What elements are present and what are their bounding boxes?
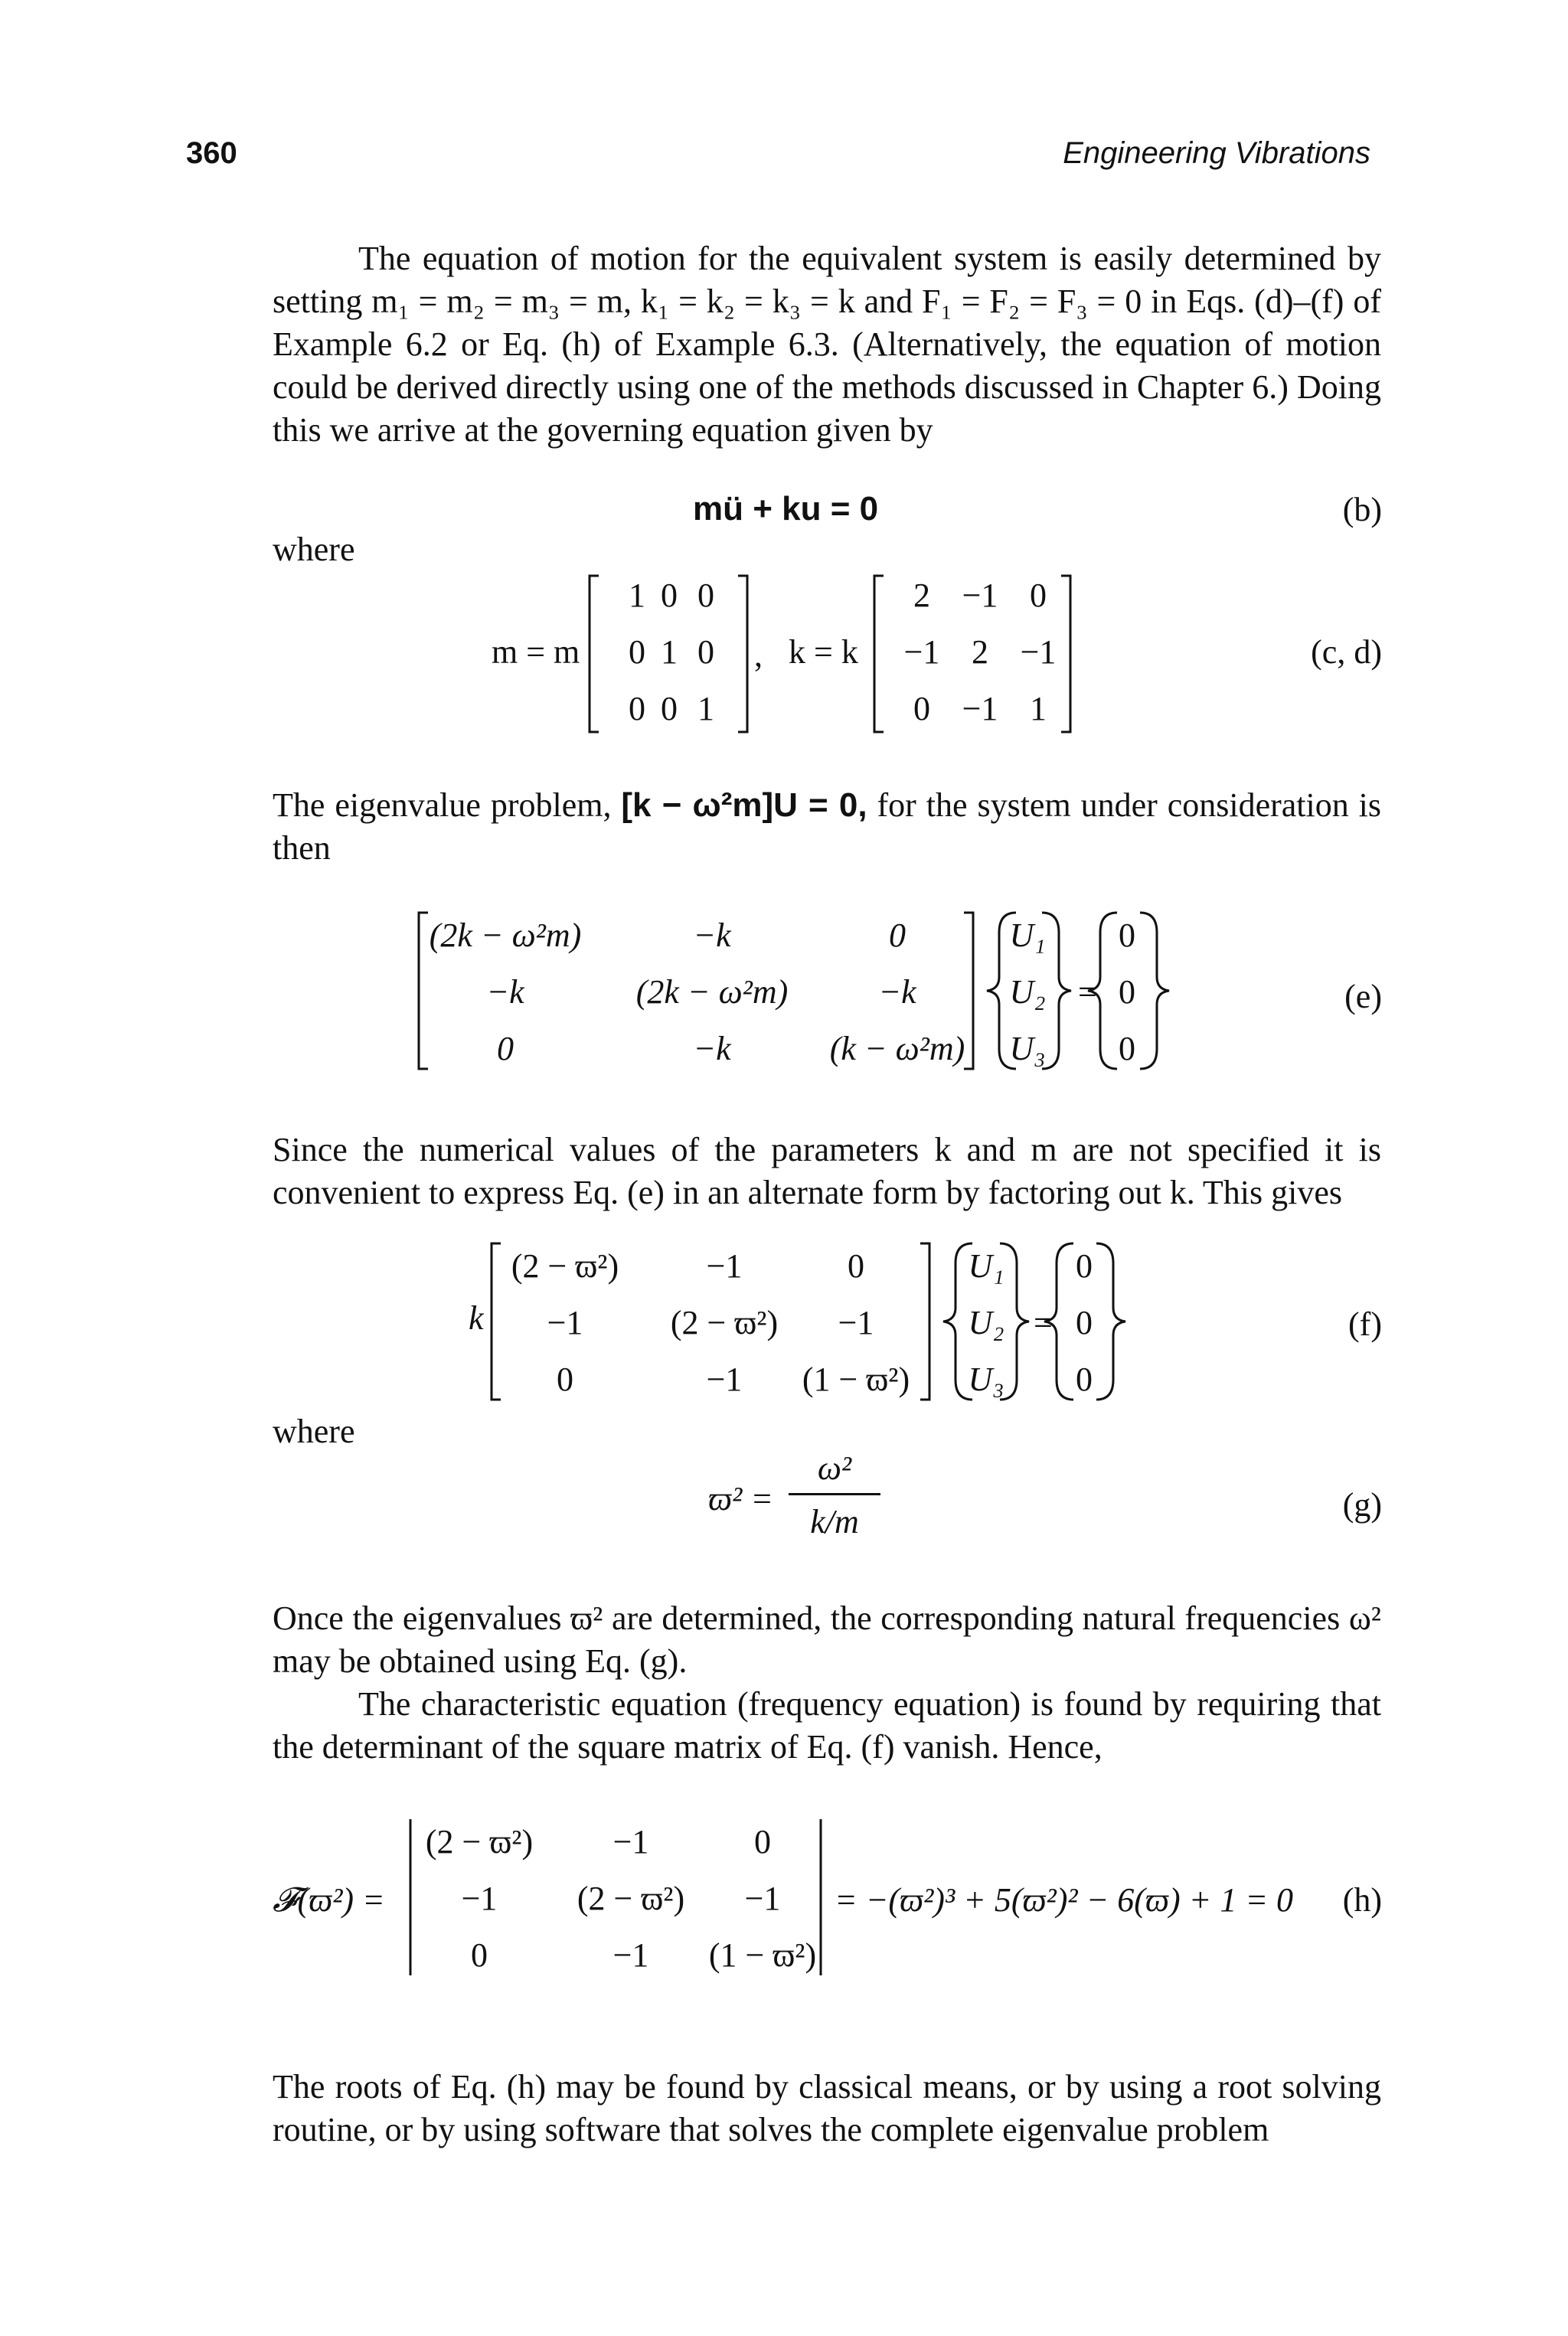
matrix-cell: 1 [661, 633, 678, 671]
paragraph-text: Since the numerical values of the parameters k and m are not specified it is convenient to express Eq. (e) in an alternate form by factoring out k. This gives [273, 1131, 1381, 1211]
paragraph-text: Once the eigenvalues ϖ² are determined, the corresponding natural frequencies ω² may be obtained using Eq. (g). [273, 1599, 1381, 1680]
matrix-cell: (1 − ϖ²) [802, 1361, 910, 1398]
vector-entry: U₃ [968, 1361, 1004, 1398]
equation-b: mü + ku = 0 [693, 490, 879, 528]
matrix-cell: 2 [913, 577, 930, 614]
factor-k: k [469, 1299, 484, 1337]
comma: , [754, 636, 763, 674]
eq-h-lhs [273, 1880, 385, 1919]
matrix-cell: −1 [962, 690, 998, 727]
matrix-cell: 1 [629, 577, 645, 614]
paragraph-text: The roots of Eq. (h) may be found by classical means, or by using a root solving routine, or by using software that solves the complete eigenvalue problem [273, 2068, 1381, 2148]
where-label: where [273, 531, 355, 568]
determinant-cell: (2 − ϖ²) [577, 1880, 685, 1917]
matrix-cell: 0 [889, 916, 906, 954]
equation-number-b: (b) [1342, 491, 1382, 528]
matrix-cell: −1 [1020, 633, 1057, 671]
determinant-cell: 0 [471, 1936, 488, 1974]
omega-squared: ω² [817, 1449, 852, 1487]
equals-sign: = [1034, 1304, 1053, 1341]
matrix-cell: 1 [1030, 690, 1047, 727]
eq-g-lhs [708, 1479, 773, 1518]
matrix-cell: (2k − ω²m) [635, 973, 789, 1011]
matrix-cell: 2 [972, 633, 988, 671]
determinant-cell: −1 [744, 1880, 781, 1917]
vector-entry: U₁ [1009, 916, 1046, 954]
characteristic-function: 𝓕(ϖ²) = [273, 1881, 385, 1919]
equation-number-h: (h) [1342, 1881, 1382, 1919]
paragraph-intro [273, 237, 1381, 452]
matrix-cell: −k [693, 916, 731, 954]
vector-entry: U₂ [1009, 973, 1046, 1011]
vector-entry: U₂ [968, 1304, 1004, 1341]
vector-entry: 0 [1119, 973, 1135, 1011]
determinant-cell: (2 − ϖ²) [425, 1823, 534, 1861]
equals-sign: = [1078, 973, 1097, 1011]
paragraph-text: The equation of motion for the equivalent system is easily determined by setting m₁ = m₂ = m₃ = m, k₁ = k₂ = k₃ = k and F₁ = F₂ = F₃ = 0 in Eqs. (d)–(f) of Example 6.2 or Eq. (h) of Example 6.3. (Alternatively, the equation of motion could be derived directly using one of the methods discussed in Chapter 6.) Doing this we arrive at the governing equation given by [273, 240, 1381, 449]
matrix-cell: (2 − ϖ²) [670, 1304, 779, 1341]
determinant-cell: −1 [612, 1823, 649, 1861]
matrix-cell: −k [486, 973, 524, 1011]
matrix-cell: −1 [547, 1304, 583, 1341]
determinant-cell: −1 [612, 1936, 649, 1974]
paragraph-text [273, 784, 1381, 870]
matrix-cell: 0 [848, 1247, 864, 1285]
matrix-cell: (2 − ϖ²) [511, 1247, 619, 1285]
determinant-cell: 0 [754, 1823, 771, 1861]
matrix-cell: −k [693, 1030, 731, 1067]
text-span: for the system under consideration is then [273, 786, 1382, 867]
fraction-bar [789, 1493, 880, 1495]
matrix-cell: 0 [697, 633, 714, 671]
vector-entry: U₃ [1009, 1030, 1046, 1067]
eq-h-rhs [835, 1880, 1293, 1919]
matrix-cell: 0 [629, 633, 645, 671]
equation-number-e: (e) [1344, 978, 1382, 1015]
matrix-cell: 0 [661, 577, 678, 614]
matrix-cell: 1 [697, 690, 714, 727]
matrix-cell: −1 [962, 577, 998, 614]
determinant-cell: −1 [461, 1880, 498, 1917]
matrix-cell: 0 [913, 690, 930, 727]
text-span: The eigenvalue problem, [273, 786, 612, 824]
eq-f-factor [469, 1299, 484, 1338]
paragraph-text: The characteristic equation (frequency equation) is found by requiring that the determinant of the square matrix of Eq. (f) vanish. Hence, [273, 1685, 1381, 1766]
matrix-cell: 0 [557, 1361, 573, 1398]
inline-equation: [k − ω²m]U = 0, [621, 786, 867, 824]
omega-bar-squared: ϖ² = [708, 1480, 773, 1518]
matrix-cell: (k − ω²m) [829, 1030, 965, 1067]
matrix-cell: (2k − ω²m) [429, 916, 582, 954]
matrix-cell: −1 [706, 1247, 743, 1285]
vector-entry: 0 [1119, 916, 1135, 954]
matrix-cell: 0 [497, 1030, 514, 1067]
determinant-cell: (1 − ϖ²) [708, 1936, 817, 1974]
equation-number-g: (g) [1342, 1486, 1382, 1524]
paragraph-roots [273, 2066, 1381, 2151]
matrix-cell: −k [878, 973, 916, 1011]
matrix-cell: 0 [661, 690, 678, 727]
eq-g-denominator [792, 1502, 877, 1541]
vector-entry: 0 [1076, 1247, 1093, 1285]
eq-g-numerator [792, 1449, 877, 1488]
paragraph-factor [273, 1129, 1381, 1214]
where-label: where [273, 1413, 355, 1450]
matrix-cell: −1 [903, 633, 940, 671]
vector-entry: 0 [1119, 1030, 1135, 1067]
m-matrix-lhs: m = m [492, 633, 580, 671]
matrix-cell: −1 [706, 1361, 743, 1398]
paragraph-eigenvalues [273, 1597, 1381, 1769]
matrix-cell: 0 [697, 577, 714, 614]
characteristic-polynomial: = −(ϖ²)³ + 5(ϖ²)² − 6(ϖ) + 1 = 0 [835, 1881, 1294, 1919]
matrix-cell: −1 [838, 1304, 874, 1341]
equation-number-f: (f) [1348, 1305, 1382, 1343]
matrix-cell: 0 [629, 690, 645, 727]
k-over-m: k/m [810, 1503, 859, 1540]
vector-entry: 0 [1076, 1361, 1093, 1398]
matrix-cell: 0 [1030, 577, 1047, 614]
page-number: 360 [186, 136, 237, 170]
paragraph-eigen [273, 784, 1381, 870]
vector-entry: 0 [1076, 1304, 1093, 1341]
vector-entry: U₁ [968, 1247, 1004, 1285]
running-title: Engineering Vibrations [1063, 136, 1370, 170]
equation-number-cd: (c, d) [1311, 633, 1382, 671]
k-matrix-lhs: k = k [789, 633, 858, 671]
